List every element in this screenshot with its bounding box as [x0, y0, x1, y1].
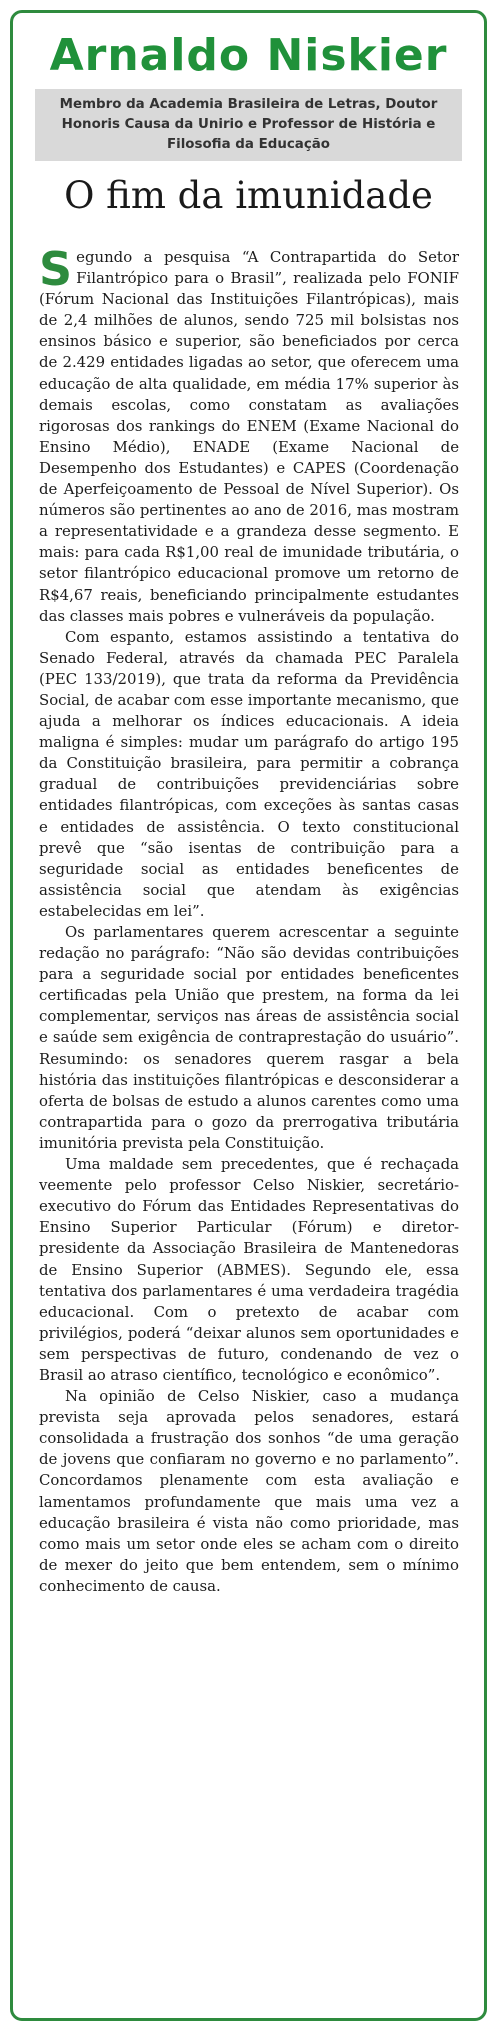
- author-name: Arnaldo Niskier: [49, 30, 448, 81]
- article-paragraph-2: Com espanto, estamos assistindo a tentativa do Senado Federal, através da chamada PEC Paralela (PEC 133/2019), que trata da reforma da Previdência Social, de acabar com esse importante mecanismo, que ajuda a melhorar os índices educacionais. A ideia maligna é simples: mudar um parágrafo do artigo 195 da Constituição brasileira, para permitir a cobrança gradual de contribuições previdenciárias sobre entidades filantrópicas, com exceções às santas casas e entidades de assistência. O texto constitucional prevê que “são isentas de contribuição para a seguridade social as entidades beneficentes de assistência social que atendam às exigências estabelecidas em lei”.: [39, 627, 459, 920]
- drop-cap: S: [39, 242, 73, 296]
- article-paragraph-5: Na opinião de Celso Niskier, caso a mudança prevista seja aprovada pelos senadores, estará consolidada a frustração dos sonhos “de uma geração de jovens que confiaram no governo e no parlamento”. Concordamos plenamente com esta avaliação e lamentamos profundamente que mais uma vez a educação brasileira é vista não como prioridade, mas como mais um setor onde eles se acham com o direito de mexer do jeito que bem entendem, sem o mínimo conhecimento de causa.: [39, 1387, 459, 1595]
- article-paragraph-1: [39, 242, 459, 627]
- paragraph-text: egundo a pesquisa “A Contrapartida do Setor Filantrópico para o Brasil”, realizada pelo FONIF (Fórum Nacional das Instituições Filantrópicas), mais de 2,4 milhões de alunos, sendo 725 mil bolsistas nos ensinos básico e superior, são beneficiados por cerca de 2.429 entidades ligadas ao setor, que oferecem uma educação de alta qualidade, em média 17% superior às demais escolas, como constatam as avaliações rigorosas dos rankings do ENEM (Exame Nacional do Ensino Médio), ENADE (Exame Nacional de Desempenho dos Estudantes) e CAPES (Coordenação de Aperfeiçoamento de Pessoal de Nível Superior). Os números são pertinentes ao ano de 2016, mas mostram a representatividade e a grandeza desse segmento. E mais: para cada R$1,00 real de imunidade tributária, o setor filantrópico educacional promove um retorno de R$4,67 reais, beneficiando principalmente estudantes das classes mais pobres e vulneráveis da população.: [39, 248, 459, 625]
- article-frame: [10, 10, 487, 2021]
- article-body: [39, 242, 459, 1597]
- author-bio: Membro da Academia Brasileira de Letras, Doutor Honoris Causa da Unirio e Professor de História e Filosofia da Educação: [35, 89, 462, 161]
- article-paragraph-3: Os parlamentares querem acrescentar a seguinte redação no parágrafo: “Não são devidas contribuições para a seguridade social por entidades beneficentes certificadas pela União que prestem, na forma da lei complementar, serviços nas áreas de assistência social e saúde sem exigência de contraprestação do usuário”. Resumindo: os senadores querem rasgar a bela história das instituições filantrópicas e desconsiderar a oferta de bolsas de estudo a alunos carentes como uma contrapartida para o gozo da prerrogativa tributária imunitória prevista pela Constituição.: [39, 923, 459, 1152]
- article-title: O fim da imunidade: [64, 174, 433, 217]
- article-paragraph-4: Uma maldade sem precedentes, que é rechaçada veemente pelo professor Celso Niskier, secretário-executivo do Fórum das Entidades Representativas do Ensino Superior Particular (Fórum) e diretor-presidente da Associação Brasileira de Mantenedoras de Ensino Superior (ABMES). Segundo ele, essa tentativa dos parlamentares é uma verdadeira tragédia educacional. Com o pretexto de acabar com privilégios, poderá “deixar alunos sem oportunidades e sem perspectivas de futuro, condenando de vez o Brasil ao atraso científico, tecnológico e econômico”.: [39, 1155, 459, 1384]
